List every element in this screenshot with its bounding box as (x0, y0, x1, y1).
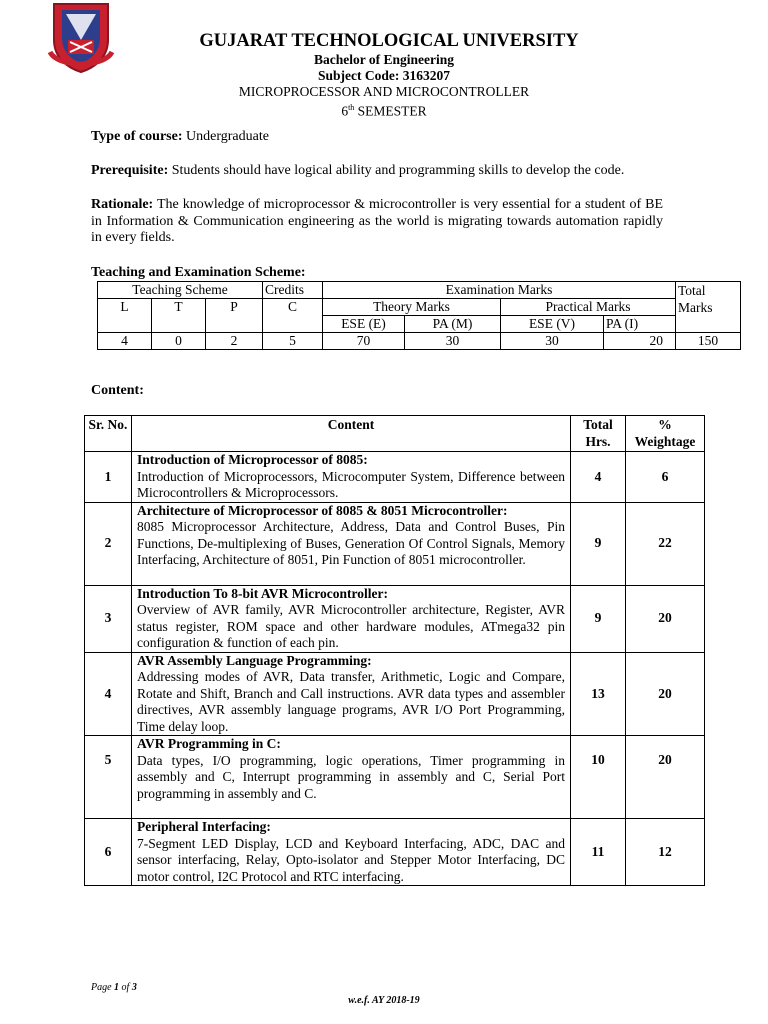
content-title: Content: (91, 383, 144, 398)
row-weight: 12 (626, 819, 705, 886)
header-sr-no: Sr. No. (85, 416, 132, 452)
row-content: AVR Programming in C: Data types, I/O programming, logic operations, Timer programming in assembly and C, Interrupt programming in assembly and C, Serial Port programming in assembly and C. (132, 736, 571, 819)
degree-title: Bachelor of Engineering (314, 52, 454, 67)
header-pa-m: PA (M) (405, 316, 501, 333)
row-sr: 6 (85, 819, 132, 886)
row-sr: 4 (85, 652, 132, 736)
scheme-title: Teaching and Examination Scheme: (91, 265, 306, 280)
value-C: 5 (263, 333, 323, 350)
header-pa-i: PA (I) (604, 316, 676, 333)
semester: 6th SEMESTER (341, 103, 427, 119)
header-total-marks: Total Marks (676, 282, 741, 333)
value-L: 4 (98, 333, 152, 350)
row-hrs: 9 (571, 502, 626, 585)
table-row (85, 736, 705, 819)
subject-name: MICROPROCESSOR AND MICROCONTROLLER (238, 84, 530, 99)
row-sr: 3 (85, 585, 132, 652)
header-L: L (98, 299, 152, 333)
header-ese-v: ESE (V) (501, 316, 604, 333)
header-ese-e: ESE (E) (323, 316, 405, 333)
type-of-course: Type of course: Undergraduate (91, 129, 269, 144)
row-content: Introduction of Microprocessor of 8085: Introduction of Microprocessors, Microcomputer System, Difference between Microcontrollers & Microprocessors. (132, 452, 571, 503)
row-content: Peripheral Interfacing: 7-Segment LED Display, LCD and Keyboard Interfacing, ADC, DAC and sensor interfacing, Relay, Opto-isolator and Stepper Motor Interfacing, DC motor control, I2C Protocol and RTC interfacing. (132, 819, 571, 886)
content-table (84, 415, 705, 886)
header-content: Content (132, 416, 571, 452)
table-row (85, 502, 705, 585)
row-hrs: 4 (571, 452, 626, 503)
header-credits: Credits (263, 282, 323, 299)
university-title: GUJARAT TECHNOLOGICAL UNIVERSITY (199, 31, 579, 51)
row-weight: 20 (626, 652, 705, 736)
row-sr: 1 (85, 452, 132, 503)
prerequisite: Prerequisite: Students should have logical ability and programming skills to develop the code. (91, 163, 625, 178)
value-total: 150 (676, 333, 741, 350)
row-content: Architecture of Microprocessor of 8085 & 8051 Microcontroller: 8085 Microprocessor Architecture, Address, Data and Control Buses, Pin Functions, De-multiplexing of Buses, Generation Of Control Signals, Memory Interfacing, Architecture of 8051, Pin Function of 8051 microcontroller. (132, 502, 571, 585)
header-total-hrs: Total Hrs. (571, 416, 626, 452)
header-teaching-scheme: Teaching Scheme (98, 282, 263, 299)
header-C: C (263, 299, 323, 333)
row-weight: 22 (626, 502, 705, 585)
row-sr: 2 (85, 502, 132, 585)
header-practical-marks: Practical Marks (501, 299, 676, 316)
value-T: 0 (152, 333, 206, 350)
value-ese-v: 30 (501, 333, 604, 350)
header-theory-marks: Theory Marks (323, 299, 501, 316)
row-hrs: 10 (571, 736, 626, 819)
value-ese-e: 70 (323, 333, 405, 350)
page-number: Page 1 of 3 (91, 982, 137, 993)
value-pa-i: 20 (604, 333, 676, 350)
table-row (85, 585, 705, 652)
effective-year: w.e.f. AY 2018-19 (348, 995, 420, 1006)
table-row (85, 452, 705, 503)
row-content: Introduction To 8-bit AVR Microcontroller: Overview of AVR family, AVR Microcontroller architecture, Register, AVR status register, ROM space and other hardware modules, ATmega32 pin configuration & function of each pin. (132, 585, 571, 652)
header-T: T (152, 299, 206, 333)
row-hrs: 13 (571, 652, 626, 736)
header-weightage: % Weightage (626, 416, 705, 452)
row-sr: 5 (85, 736, 132, 819)
row-hrs: 11 (571, 819, 626, 886)
row-weight: 6 (626, 452, 705, 503)
header-examination-marks: Examination Marks (323, 282, 676, 299)
value-P: 2 (206, 333, 263, 350)
teaching-examination-scheme-table (97, 281, 741, 350)
row-hrs: 9 (571, 585, 626, 652)
table-row (85, 819, 705, 886)
row-weight: 20 (626, 585, 705, 652)
subject-code: Subject Code: 3163207 (318, 68, 450, 83)
row-weight: 20 (626, 736, 705, 819)
table-row (85, 652, 705, 736)
header-P: P (206, 299, 263, 333)
value-pa-m: 30 (405, 333, 501, 350)
rationale: Rationale: The knowledge of microprocessor & microcontroller is very essential for a student of BE in Information & Communication engineering as the world is migrating towards automation rapidly in every fields. (91, 197, 663, 245)
row-content: AVR Assembly Language Programming: Addressing modes of AVR, Data transfer, Arithmetic, Logic and Compare, Rotate and Shift, Branch and Call instructions. AVR data types and assembler directives, AVR assembly language programs, AVR I/O Port Programming, Time delay loop. (132, 652, 571, 736)
